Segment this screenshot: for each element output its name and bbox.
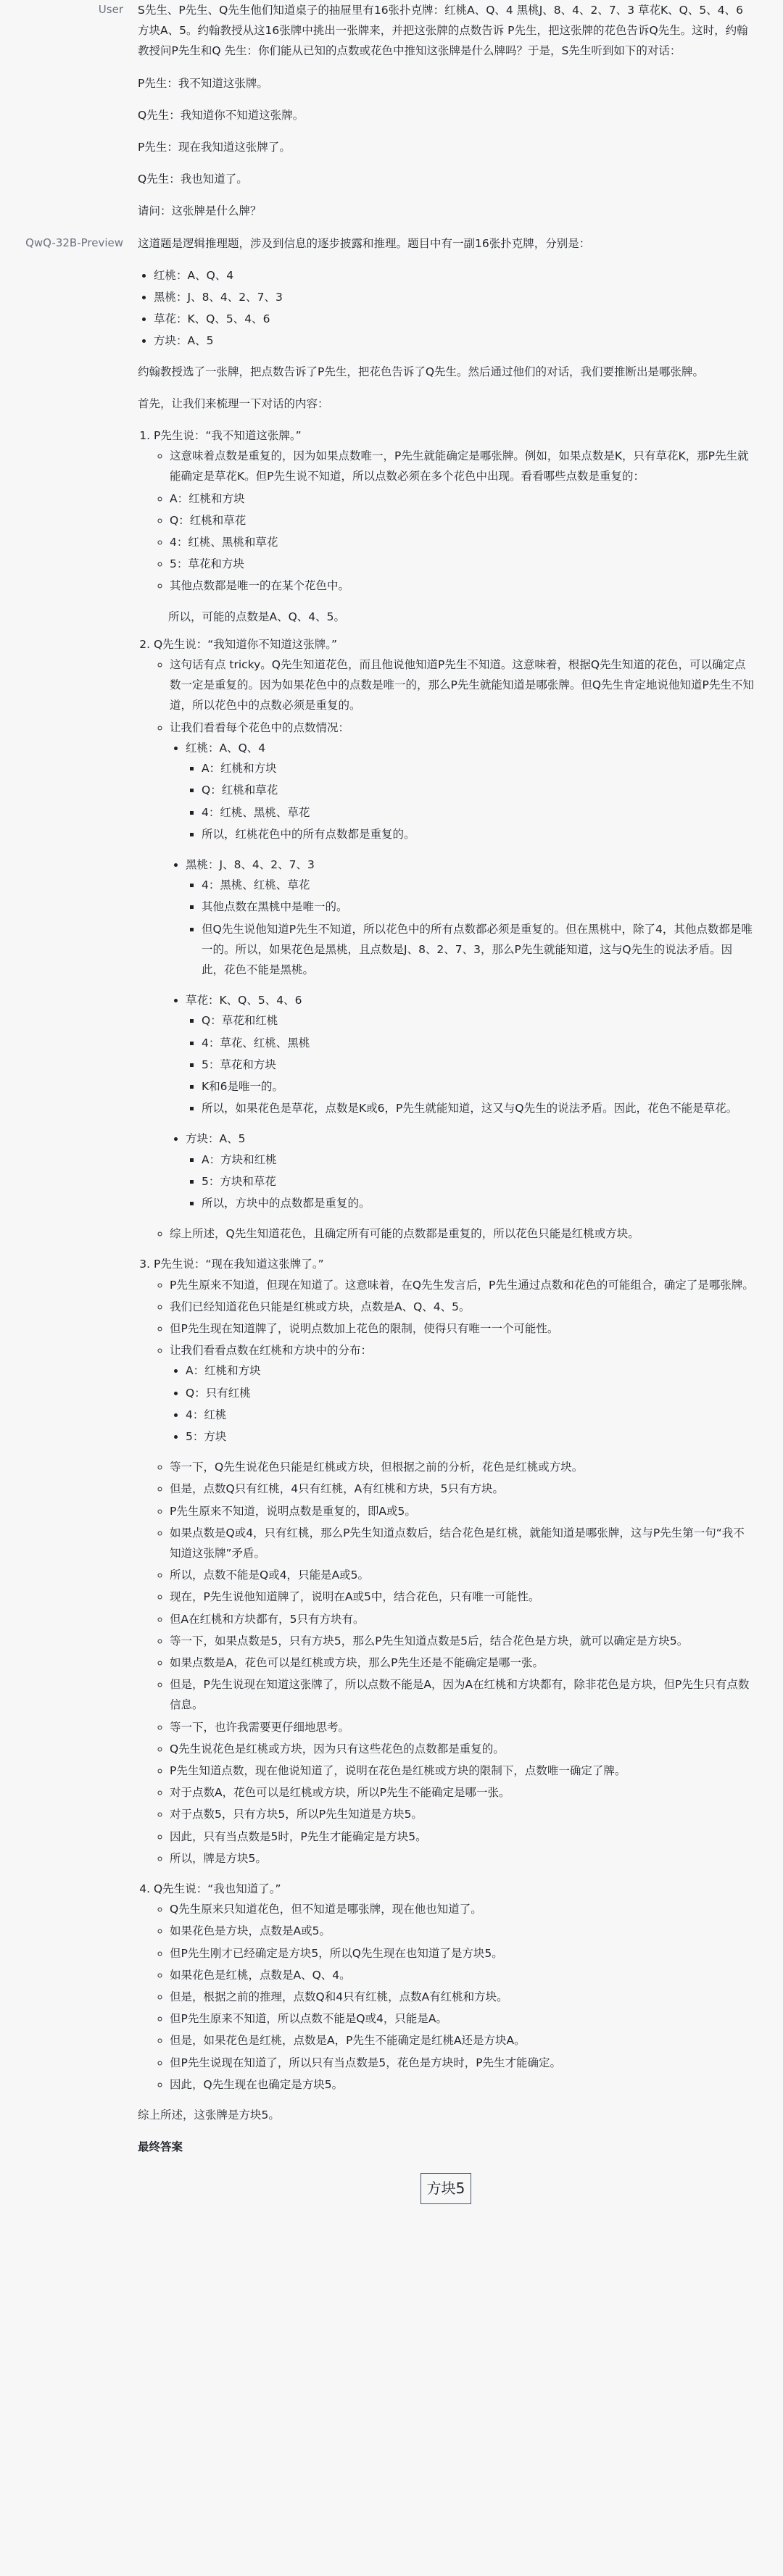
step-point: ◦ Q先生说花色是红桃或方块，因为只有这些花色的点数都是重复的。 <box>170 1739 754 1759</box>
distribution-item: • 4：红桃 <box>186 1405 754 1425</box>
suit-item: ▪ 所以，如果花色是草花，点数是K或6，P先生就能知道，这又与Q先生的说法矛盾。因此，花色不能是草花。 <box>202 1098 754 1118</box>
suit-item: ▪ 4：黑桃、红桃、草花 <box>202 875 754 895</box>
suit-items <box>186 875 754 980</box>
dialogue-analysis-list <box>138 425 754 2095</box>
step-point: ◦ 等一下，如果点数是5，只有方块5，那么P先生知道点数是5后，结合花色是方块，就可以确定是方块5。 <box>170 1631 754 1651</box>
suit-item: ▪ 4：草花、红桃、黑桃 <box>202 1033 754 1053</box>
step-point: ◦ 但P先生现在知道牌了，说明点数加上花色的限制，使得只有唯一一个可能性。 <box>170 1318 754 1339</box>
step-point <box>170 718 754 1213</box>
step-point: ◦ 但是，P先生说现在知道这张牌了，所以点数不能是A，因为A在红桃和方块都有，除非花色是方块，但P先生只有点数信息。 <box>170 1674 754 1715</box>
summary-text: 综上所述，这张牌是方块5。 <box>138 2108 280 2122</box>
step-title: 4. Q先生说：“我也知道了。” <box>154 1882 281 1896</box>
step-point: ◦ 现在，P先生说他知道牌了，说明在A或5中，结合花色，只有唯一可能性。 <box>170 1587 754 1607</box>
step-point <box>170 1340 754 1447</box>
step-point: ◦ 但P先生说现在知道了，所以只有当点数是5，花色是方块时，P先生才能确定。 <box>170 2053 754 2073</box>
step-points <box>154 655 754 1244</box>
step-point: ◦ 所以，点数不能是Q或4，只能是A或5。 <box>170 1565 754 1585</box>
final-answer-box: 方块5 <box>420 2173 472 2203</box>
analysis-step-4 <box>154 1879 754 2095</box>
ask-text: 请问：这张牌是什么牌？ <box>138 204 262 218</box>
suit-analysis-clubs <box>186 990 754 1118</box>
user-message-content <box>138 0 754 222</box>
suit-items <box>186 1150 754 1214</box>
suit-item: ▪ 4：红桃、黑桃、草花 <box>202 802 754 823</box>
step-point: ◦ P先生原来不知道，说明点数是重复的，即A或5。 <box>170 1501 754 1521</box>
suit-item: ▪ Q：红桃和草花 <box>202 780 754 800</box>
dup-item: ◦ 4：红桃、黑桃和草花 <box>170 532 754 552</box>
step-point: ◦ Q先生原来只知道花色，但不知道是哪张牌，现在他也知道了。 <box>170 1899 754 1919</box>
dialogue-line: P先生：现在我知道这张牌了。 <box>138 141 291 154</box>
step-title: 3. P先生说：“现在我知道这张牌了。” <box>154 1258 324 1271</box>
dialogue-line: P先生：我不知道这张牌。 <box>138 76 268 90</box>
suit-item: ▪ 5：方块和草花 <box>202 1171 754 1192</box>
step-point: ◦ 对于点数A，花色可以是红桃或方块，所以P先生不能确定是哪一张。 <box>170 1782 754 1803</box>
step-point-text: 让我们看看点数在红桃和方块中的分布： <box>170 1344 373 1358</box>
suit-analysis-diamonds <box>186 1129 754 1213</box>
suit-item: ▪ 但Q先生说他知道P先生不知道，所以花色中的所有点数都必须是重复的。但在黑桃中，除了4，其他点数都是唯一的。所以，如果花色是黑桃，且点数是J、8、2、7、3，那么P先生就能知道，这与Q先生的说法矛盾。因此，花色不能是黑桃。 <box>202 919 754 981</box>
suit-item: ▪ 所以，红桃花色中的所有点数都是重复的。 <box>202 824 754 844</box>
step-point: ◦ 等一下，也许我需要更仔细地思考。 <box>170 1717 754 1737</box>
step-point-text: 让我们看看每个花色中的点数情况： <box>170 720 350 734</box>
card-list-item: • 黑桃：J、8、4、2、7、3 <box>154 287 754 307</box>
step-conclusion: 所以，可能的点数是A、Q、4、5。 <box>168 610 346 623</box>
step-point: ◦ 但是，如果花色是红桃，点数是A，P先生不能确定是红桃A还是方块A。 <box>170 2030 754 2051</box>
step-point: ◦ 等一下，Q先生说花色只能是红桃或方块，但根据之前的分析，花色是红桃或方块。 <box>170 1457 754 1477</box>
step-point: ◦ 如果点数是A，花色可以是红桃或方块，那么P先生还是不能确定是哪一张。 <box>170 1653 754 1673</box>
suit-item: ▪ A：红桃和方块 <box>202 758 754 778</box>
distribution-item: • A：红桃和方块 <box>186 1360 754 1381</box>
dialogue-line: Q先生：我知道你不知道这张牌。 <box>138 108 304 122</box>
setup-text: 约翰教授选了一张牌，把点数告诉了P先生，把花色告诉了Q先生。然后通过他们的对话，我们要推断出是哪张牌。 <box>138 365 705 378</box>
suit-name: 方块：A、5 <box>186 1132 246 1146</box>
step-point: ◦ 如果花色是方块，点数是A或5。 <box>170 1921 754 1941</box>
suit-items <box>186 758 754 844</box>
first-text: 首先，让我们来梳理一下对话的内容： <box>138 396 329 410</box>
step-point: ◦ 但P先生刚才已经确定是方块5，所以Q先生现在也知道了是方块5。 <box>170 1943 754 1964</box>
analysis-step-1 <box>154 425 754 627</box>
step-points <box>154 1899 754 2095</box>
step-points <box>154 1275 754 1869</box>
dup-item: ◦ 5：草花和方块 <box>170 554 754 574</box>
suit-item: ▪ 5：草花和方块 <box>202 1055 754 1075</box>
dup-item: ◦ 其他点数都是唯一的在某个花色中。 <box>170 576 754 596</box>
suit-name: 红桃：A、Q、4 <box>186 741 266 755</box>
question-text: S先生、P先生、Q先生他们知道桌子的抽屉里有16张扑克牌：红桃A、Q、4 黑桃J、8、4、2、7、3 草花K、Q、5、4、6 方块A、5。约翰教授从这16张牌中挑出一张牌来，并把这张牌的点数告诉 P先生，把这张牌的花色告诉Q先生。这时，约翰教授问P先生和Q 先生：你们能从已知的点数或花色中推知这张牌是什么牌吗？于是，S先生听到如下的对话： <box>138 4 748 58</box>
step-point: ◦ 但是，点数Q只有红桃，4只有红桃，A有红桃和方块，5只有方块。 <box>170 1479 754 1499</box>
suit-name: 黑桃：J、8、4、2、7、3 <box>186 857 315 871</box>
suit-analysis-spades <box>186 855 754 980</box>
step-title: 2. Q先生说：“我知道你不知道这张牌。” <box>154 637 338 651</box>
suit-item: ▪ A：方块和红桃 <box>202 1150 754 1170</box>
card-list <box>138 265 754 352</box>
step-point: ◦ 但P先生原来不知道，所以点数不能是Q或4，只能是A。 <box>170 2008 754 2029</box>
role-label-user: User <box>98 3 123 16</box>
card-list-item: • 方块：A、5 <box>154 331 754 351</box>
suit-analysis-list <box>170 738 754 1213</box>
intro-text: 这道题是逻辑推理题，涉及到信息的逐步披露和推理。题目中有一副16张扑克牌，分别是： <box>138 236 591 250</box>
card-list-item: • 红桃：A、Q、4 <box>154 265 754 286</box>
suit-item: ▪ Q：草花和红桃 <box>202 1010 754 1031</box>
step-point: ◦ P先生原来不知道，但现在知道了。这意味着，在Q先生发言后，P先生通过点数和花色的可能组合，确定了是哪张牌。 <box>170 1275 754 1295</box>
role-label-assistant: QwQ-32B-Preview <box>25 236 123 249</box>
step-point: ◦ 我们已经知道花色只能是红桃或方块，点数是A、Q、4、5。 <box>170 1297 754 1317</box>
step-point: ◦ 但是，根据之前的推理，点数Q和4只有红桃，点数A有红桃和方块。 <box>170 1987 754 2007</box>
suit-items <box>186 1010 754 1118</box>
distribution-item: • Q：只有红桃 <box>186 1383 754 1403</box>
step-points <box>154 446 754 596</box>
distribution-list <box>170 1360 754 1447</box>
step-conclusion: ◦ 综上所述，Q先生知道花色，且确定所有可能的点数都是重复的，所以花色只能是红桃或方块。 <box>170 1223 754 1244</box>
suit-item: ▪ 所以，方块中的点数都是重复的。 <box>202 1193 754 1213</box>
dup-item: ◦ A：红桃和方块 <box>170 489 754 509</box>
step-title: 1. P先生说：“我不知道这张牌。” <box>154 429 302 443</box>
suit-item: ▪ 其他点数在黑桃中是唯一的。 <box>202 897 754 917</box>
dialogue-line: Q先生：我也知道了。 <box>138 173 248 186</box>
dup-item: ◦ Q：红桃和草花 <box>170 510 754 531</box>
step-point: ◦ 如果点数是Q或4，只有红桃，那么P先生知道点数后，结合花色是红桃，就能知道是哪张牌，这与P先生第一句“我不知道这张牌”矛盾。 <box>170 1523 754 1563</box>
step-point: ◦ 对于点数5，只有方块5，所以P先生知道是方块5。 <box>170 1804 754 1824</box>
step-point: ◦ P先生知道点数，现在他说知道了，说明在花色是红桃或方块的限制下，点数唯一确定了牌。 <box>170 1761 754 1781</box>
assistant-message <box>0 233 783 2204</box>
step-point: ◦ 如果花色是红桃，点数是A、Q、4。 <box>170 1965 754 1985</box>
step-point: ◦ 但A在红桃和方块都有，5只有方块有。 <box>170 1609 754 1629</box>
suit-analysis-hearts <box>186 738 754 844</box>
step-point: ◦ 所以，牌是方块5。 <box>170 1848 754 1869</box>
suit-item: ▪ K和6是唯一的。 <box>202 1076 754 1097</box>
assistant-message-content <box>138 233 754 2204</box>
suit-name: 草花：K、Q、5、4、6 <box>186 994 302 1007</box>
user-message <box>0 0 783 222</box>
analysis-step-3 <box>154 1254 754 1869</box>
step-point: ◦ 这句话有点 tricky。Q先生知道花色，而且他说他知道P先生不知道。这意味着，根据Q先生知道的花色，可以确定点数一定是重复的。因为如果花色中的点数是唯一的，那么P先生就能知道是哪张牌。但Q先生肯定地说他知道P先生不知道，所以花色中的点数必须是重复的。 <box>170 655 754 716</box>
step-point: ◦ 因此，Q先生现在也确定是方块5。 <box>170 2074 754 2095</box>
step-point: ◦ 因此，只有当点数是5时，P先生才能确定是方块5。 <box>170 1827 754 1847</box>
distribution-item: • 5：方块 <box>186 1426 754 1447</box>
step-point: ◦ 这意味着点数是重复的，因为如果点数唯一，P先生就能确定是哪张牌。例如，如果点数是K，只有草花K，那P先生就能确定是草花K。但P先生说不知道，所以点数必须在多个花色中出现。看看哪些点数是重复的： <box>170 446 754 486</box>
analysis-step-2 <box>154 634 754 1244</box>
final-answer-heading: 最终答案 <box>138 2140 183 2154</box>
card-list-item: • 草花：K、Q、5、4、6 <box>154 309 754 329</box>
